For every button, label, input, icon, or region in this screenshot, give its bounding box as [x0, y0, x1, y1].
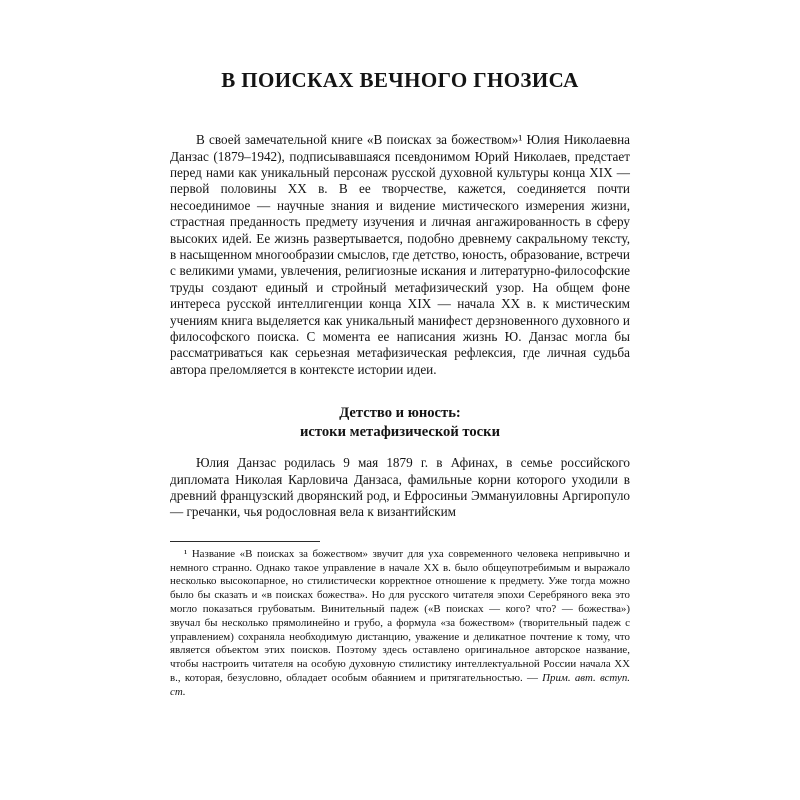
section-heading: [170, 404, 630, 442]
main-text-block: [170, 132, 630, 521]
page-title: В ПОИСКАХ ВЕЧНОГО ГНОЗИСА: [221, 68, 579, 92]
footnote: [170, 548, 630, 700]
section-heading-line2: истоки метафизической тоски: [300, 424, 500, 441]
footnote-separator: [170, 541, 320, 542]
footnote-text: ¹ Название «В поисках за божеством» звучит для уха современного человека непривычно и немного странно. Однако такое управление в начале XX в. было общеупотребимым и выражало несколько высокопарное, но стилистически корректное отношение к предмету. Уже тогда можно было бы сказать и «в поисках божества». Но для русского читателя эпохи Серебряного века это могло показаться грубоватым. Винительный падеж («В поисках — кого? что? — божества») звучал бы несколько прямолинейно и грубо, а формула «за божеством» (творительный падеж с управлением) сохраняла необходимую дистанцию, уважение и деликатное почтение к тому, что является объектом этих поисков. Поэтому здесь оставлено оригинальное авторское название, чтобы настроить читателя на особую духовную стилистику интеллектуальной России начала XX в., которая, безусловно, обладает особым обаянием и притягательностью. —: [170, 547, 630, 685]
section-paragraph: Юлия Данзас родилась 9 мая 1879 г. в Афинах, в семье российского дипломата Николая Карловича Данзаса, фамильные корни которого уходили в древний французский дворянский род, и Ефросиньи Эммануиловны Аргиропуло — гречанки, чья родословная вела к византийским: [170, 455, 630, 520]
footnote-attribution: Прим. авт. вступ. ст.: [170, 672, 630, 698]
section-heading-line1: Детство и юность:: [339, 405, 461, 422]
intro-paragraph: В своей замечательной книге «В поисках за божеством»¹ Юлия Николаевна Данзас (1879–1942), подписывавшаяся псевдонимом Юрий Николаев, предстает перед нами как уникальный персонаж русской духовной культуры конца XIX — первой половины XX в. В ее творчестве, кажется, соединяется почти несоединимое — научные знания и видение мистического измерения жизни, страстная преданность предмету изучения и личная ангажированность в сферу высоких идей. Ее жизнь развертывается, подобно древнему сакральному тексту, в насыщенном многообразии смыслов, где детство, юность, образование, встречи с великими умами, увлечения, религиозные искания и литературно-философские труды создают единый и стройный метафизический узор. На общем фоне интереса русской интеллигенции конца XIX — начала XX в. к мистическим учениям книга выделяется как уникальный манифест дерзновенного духовного и философского поиска. С момента ее написания жизнь Ю. Данзас могла бы рассматриваться как серьезная метафизическая рефлексия, где личная судьба автора преломляется в контексте истории идеи.: [170, 132, 630, 377]
